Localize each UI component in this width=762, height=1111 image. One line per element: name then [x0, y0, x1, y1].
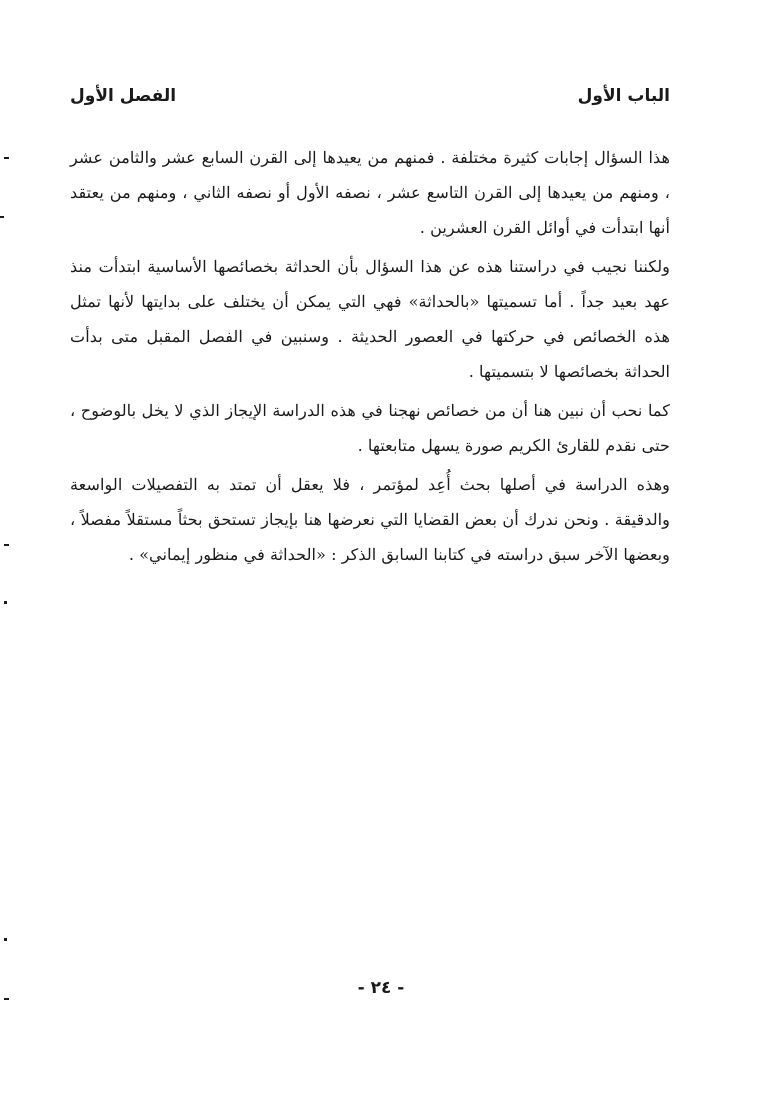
scan-mark: [4, 938, 7, 941]
paragraph-1: هذا السؤال إجابات كثيرة مختلفة . فمنهم من يعيدها إلى القرن السابع عشر والثامن عشر ، ومنهم من يعيدها إلى القرن التاسع عشر ، نصفه الأول أو نصفه الثاني ، ومنهم من يعتقد أنها ابتدأت في أوائل القرن العشرين .: [70, 148, 670, 237]
body-text: [70, 140, 670, 576]
scan-mark: [4, 601, 7, 604]
scan-mark: [4, 157, 9, 159]
chapter-title: الفصل الأول: [70, 86, 177, 106]
part-title: الباب الأول: [577, 86, 670, 106]
paragraph-4: وهذه الدراسة في أصلها بحث أُعِد لمؤتمر ، فلا يعقل أن تمتد به التفصيلات الواسعة والدقيقة . ونحن ندرك أن بعض القضايا التي نعرضها هنا بإيجاز تستحق بحثاً مستقلاً مفصلاً ، وبعضها الآخر سبق دراسته في كتابنا السابق الذكر : «الحداثة في منظور إيماني» .: [70, 475, 670, 564]
page-number: - ٢٤ -: [357, 978, 405, 998]
running-header: [70, 86, 670, 116]
scan-mark: [0, 216, 4, 218]
paragraph-3: كما نحب أن نبين هنا أن من خصائص نهجنا في هذه الدراسة الإيجاز الذي لا يخل بالوضوح ، حتى نقدم للقارئ الكريم صورة يسهل متابعتها .: [70, 401, 670, 455]
scan-mark: [4, 544, 9, 546]
paragraph-2: ولكننا نجيب في دراستنا هذه عن هذا السؤال بأن الحداثة بخصائصها الأساسية ابتدأت منذ عهد بعيد جداً . أما تسميتها «بالحداثة» فهي التي يمكن أن يختلف على بدايتها لأنها تمثل هذه الخصائص في حركتها في العصور الحديثة . وسنبين في الفصل المقبل متى بدأت الحداثة بخصائصها لا بتسميتها .: [70, 257, 670, 381]
scan-mark: [4, 998, 9, 1000]
